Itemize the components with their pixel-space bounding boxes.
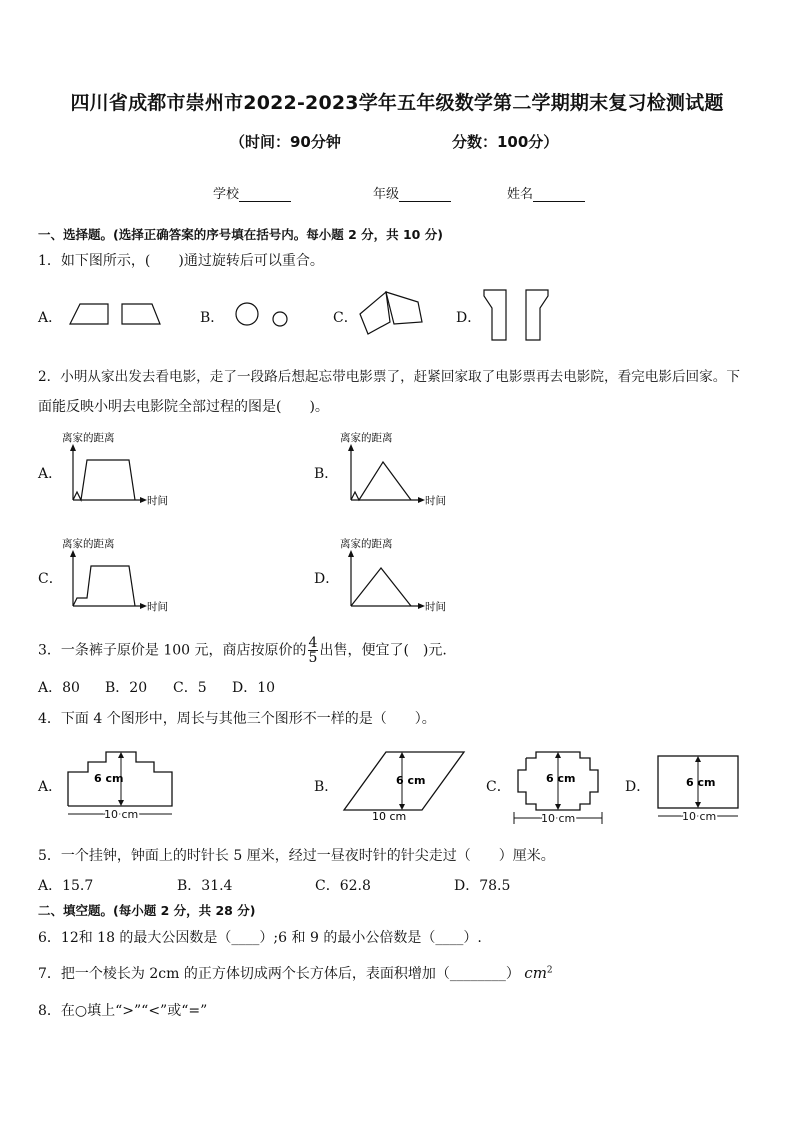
q4-figure-d-height-label: 6 cm: [686, 776, 716, 789]
q4-text: 4．下面 4 个图形中，周长与其他三个图形不一样的是（ ）。: [38, 711, 436, 727]
q4-option-a[interactable]: A．: [38, 779, 63, 795]
q2-graph-c-xlabel: 时间: [147, 601, 168, 613]
q4-figure-c-height-label: 6 cm: [546, 772, 576, 785]
q4-figure-a-height-label: 6 cm: [94, 772, 124, 785]
q3-option-a[interactable]: A．80: [38, 680, 80, 696]
q6-text: 6．12和 18 的最大公因数是（____）;6 和 9 的最小公倍数是（____）.: [38, 930, 482, 946]
q3-fraction-numerator: 4: [308, 635, 318, 651]
q7-text: 7．把一个棱长为 2cm 的正方体切成两个长方体后，表面积增加（________）: [38, 966, 520, 982]
q1-quadrilateral-pair-figure: [356, 288, 428, 340]
name-field[interactable]: [507, 183, 585, 202]
q2-option-c[interactable]: C．: [38, 571, 63, 587]
q2-graph-b[interactable]: [333, 426, 463, 508]
q4-figure-d-rectangle[interactable]: [652, 748, 748, 824]
q2-graph-b-ylabel: 离家的距离: [340, 432, 393, 444]
q2-graph-a-ylabel: 离家的距离: [62, 432, 115, 444]
q5-option-d[interactable]: D．78.5: [454, 878, 511, 894]
q1-circle-pair-figure: [230, 298, 294, 330]
q5-option-a[interactable]: A．15.7: [38, 878, 94, 894]
q3-option-c[interactable]: C．5: [173, 680, 207, 696]
q2-graph-b-xlabel: 时间: [425, 495, 446, 507]
school-field[interactable]: [213, 183, 291, 202]
q4-option-b[interactable]: B．: [314, 779, 339, 795]
q3-option-d[interactable]: D．10: [232, 680, 276, 696]
q3-option-b[interactable]: B．20: [105, 680, 148, 696]
grade-label: 年级: [373, 187, 400, 202]
name-label: 姓名: [507, 187, 534, 202]
q1-text: 1．如下图所示，( )通过旋转后可以重合。: [38, 253, 324, 269]
q1-option-c[interactable]: C．: [333, 310, 358, 326]
q4-figure-b-parallelogram[interactable]: [340, 748, 470, 824]
q7-text-row: [38, 963, 553, 983]
score-label: 分数：100分）: [452, 133, 559, 151]
q4-figure-c-width-label: 10 cm: [541, 812, 576, 825]
q7-unit: cm: [524, 964, 547, 982]
q2-option-b[interactable]: B．: [314, 466, 339, 482]
q3-text-after: 出售，便宜了( )元.: [319, 642, 447, 659]
school-label: 学校: [213, 187, 240, 202]
q2-graph-d-ylabel: 离家的距离: [340, 538, 393, 550]
q1-trapezoid-pair-figure: [60, 290, 170, 330]
section1-heading: 一、选择题。(选择正确答案的序号填在括号内。每小题 2 分，共 10 分): [38, 227, 443, 242]
q5-option-c[interactable]: C．62.8: [315, 878, 371, 894]
q2-graph-d[interactable]: [333, 532, 463, 614]
q2-option-d[interactable]: D．: [314, 571, 340, 587]
q3-text-before: 3．一条裤子原价是 100 元，商店按原价的: [38, 642, 307, 659]
q2-graph-c-ylabel: 离家的距离: [62, 538, 115, 550]
q2-text-line1: 2．小明从家出发去看电影，走了一段路后想起忘带电影票了，赶紧回家取了电影票再去电影院，看完电影后回家。下: [38, 369, 740, 385]
q4-figure-c-stepped-octagon[interactable]: [508, 748, 608, 828]
grade-field[interactable]: [373, 183, 451, 202]
q1-l-shape-pair-figure: [478, 286, 554, 344]
q2-graph-a-xlabel: 时间: [147, 495, 168, 507]
q1-option-b[interactable]: B．: [200, 310, 225, 326]
section2-heading: 二、填空题。(每小题 2 分，共 28 分): [38, 903, 256, 918]
q3-text: [38, 636, 447, 665]
q4-figure-b-width-label: 10 cm: [372, 810, 407, 823]
q5-text: 5．一个挂钟，钟面上的时针长 5 厘米，经过一昼夜时针的针尖走过（ ）厘米。: [38, 848, 555, 864]
q4-figure-d-width-label: 10 cm: [682, 810, 717, 823]
q4-figure-a-stepped-shape[interactable]: [62, 748, 182, 824]
q5-option-b[interactable]: B．31.4: [177, 878, 233, 894]
q2-graph-d-xlabel: 时间: [425, 601, 446, 613]
q2-text-line2: 面能反映小明去电影院全部过程的图是( )。: [38, 399, 329, 415]
q4-option-d[interactable]: D．: [625, 779, 651, 795]
q4-option-c[interactable]: C．: [486, 779, 511, 795]
q7-unit-exponent: 2: [546, 965, 553, 976]
q2-graph-a[interactable]: [55, 426, 185, 508]
q4-figure-b-height-label: 6 cm: [396, 774, 426, 787]
q8-text: 8．在○填上“>”“<”或“=”: [38, 1003, 208, 1019]
q2-graph-c[interactable]: [55, 532, 185, 614]
q1-option-a[interactable]: A．: [38, 310, 63, 326]
time-label: （时间：90分钟: [230, 133, 341, 151]
q2-option-a[interactable]: A．: [38, 466, 63, 482]
q3-fraction-denominator: 5: [308, 650, 318, 666]
q4-figure-a-width-label: 10 cm: [104, 808, 139, 821]
q3-fraction: [308, 636, 319, 665]
q1-option-d[interactable]: D．: [456, 310, 482, 326]
page-title: 四川省成都市崇州市2022-2023学年五年级数学第二学期期末复习检测试题: [70, 92, 724, 114]
